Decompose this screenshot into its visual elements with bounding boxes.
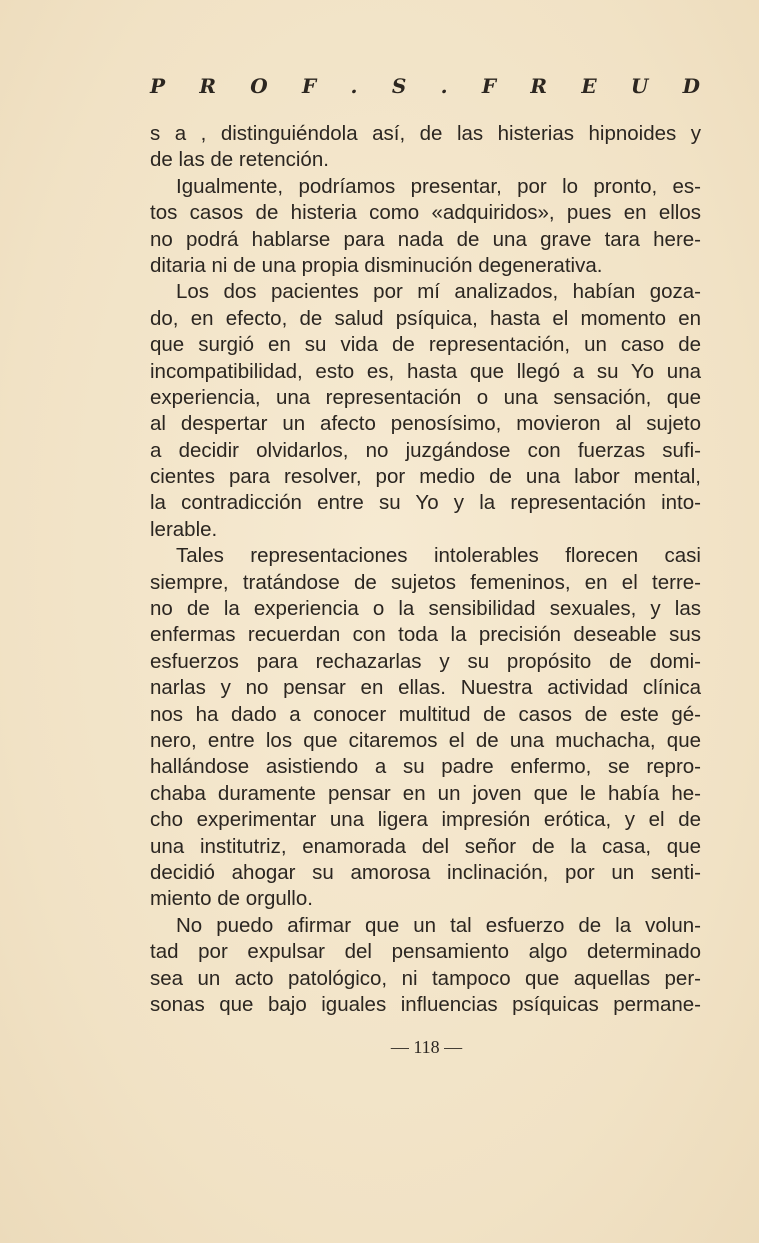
- text-line: s a , distinguiéndola así, de las histerias hipnoides y: [150, 122, 701, 145]
- text-line: chaba duramente pensar en un joven que le había he-: [150, 781, 701, 805]
- text-line: que surgió en su vida de representación, un caso de: [150, 333, 701, 357]
- header-letter: F: [302, 74, 317, 98]
- text-line: esfuerzos para rechazarlas y su propósito de domi-: [150, 649, 701, 673]
- text-line: miento de orgullo.: [150, 887, 313, 911]
- text-line: Igualmente, podríamos presentar, por lo pronto, es-: [176, 174, 701, 198]
- header-letter: .: [350, 74, 358, 98]
- body-text: [150, 121, 701, 1018]
- header-letter: E: [581, 74, 597, 98]
- running-header: [150, 74, 700, 98]
- text-line: narlas y no pensar en ellas. Nuestra actividad clínica: [150, 676, 701, 700]
- text-line: nos ha dado a conocer multitud de casos de este gé-: [150, 702, 701, 726]
- text-line: a decidir olvidarlos, no juzgándose con fuerzas sufi-: [150, 438, 701, 462]
- text-line: ditaria ni de una propia disminución degenerativa.: [150, 253, 603, 277]
- text-line: lerable.: [150, 517, 218, 541]
- text-line: enfermas recuerdan con toda la precisión deseable sus: [150, 623, 701, 647]
- header-letter: D: [682, 74, 700, 98]
- text-line: no podrá hablarse para nada de una grave tara here-: [150, 227, 701, 251]
- header-letter: U: [630, 74, 649, 98]
- text-line: Los dos pacientes por mí analizados, habían goza-: [176, 280, 701, 304]
- text-line: Tales representaciones intolerables florecen casi: [176, 544, 701, 568]
- text-line: tos casos de histeria como «adquiridos», pues en ellos: [150, 201, 701, 225]
- header-letter: .: [440, 74, 448, 98]
- text-line: do, en efecto, de salud psíquica, hasta el momento en: [150, 306, 701, 330]
- text-line: hallándose asistiendo a su padre enfermo, se repro-: [150, 755, 701, 779]
- text-line: de las de retención.: [150, 148, 329, 172]
- text-line: incompatibilidad, esto es, hasta que llegó a su Yo una: [150, 359, 701, 383]
- text-line: sea un acto patológico, ni tampoco que aquellas per-: [150, 966, 701, 990]
- text-line: sonas que bajo iguales influencias psíquicas permane-: [150, 992, 701, 1016]
- header-letter: S: [391, 74, 407, 98]
- header-letter: O: [250, 74, 268, 98]
- text-line: No puedo afirmar que un tal esfuerzo de la volun-: [176, 913, 701, 937]
- text-line: tad por expulsar del pensamiento algo determinado: [150, 940, 701, 964]
- text-line: siempre, tratándose de sujetos femeninos, en el terre-: [150, 570, 701, 594]
- header-letter: R: [530, 74, 548, 98]
- text-line: la contradicción entre su Yo y la representación into-: [150, 491, 701, 515]
- text-line: nero, entre los que citaremos el de una muchacha, que: [150, 728, 701, 752]
- header-letter: R: [199, 74, 216, 98]
- header-letter: F: [481, 74, 497, 98]
- text-line: cientes para resolver, por medio de una labor mental,: [150, 465, 701, 489]
- text-line: no de la experiencia o la sensibilidad sexuales, y las: [150, 597, 701, 621]
- page-number: — 118 —: [390, 1037, 463, 1057]
- text-line: decidió ahogar su amorosa inclinación, por un senti-: [150, 860, 701, 884]
- header-letter: P: [150, 74, 166, 98]
- text-line: una institutriz, enamorada del señor de la casa, que: [150, 834, 701, 858]
- text-line: experiencia, una representación o una sensación, que: [150, 385, 701, 409]
- text-line: al despertar un afecto penosísimo, movieron al sujeto: [150, 412, 701, 436]
- text-line: cho experimentar una ligera impresión erótica, y el de: [150, 808, 701, 832]
